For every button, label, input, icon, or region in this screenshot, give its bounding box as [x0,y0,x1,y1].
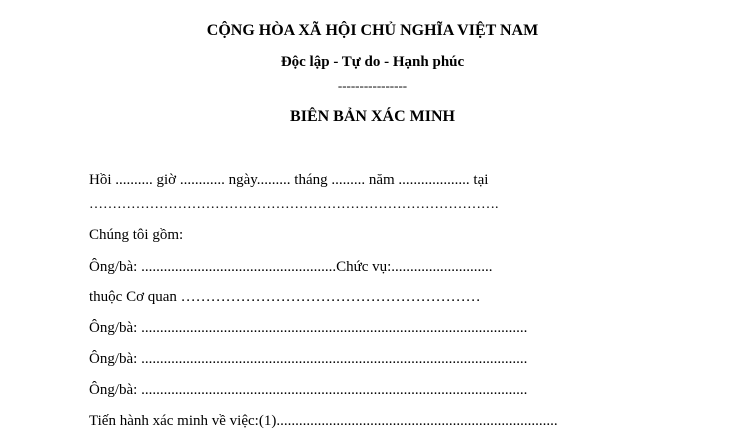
person-line-4: Ông/bà: ....................................................................................................... [89,382,528,398]
document-title: BIÊN BẢN XÁC MINH [290,108,455,125]
person-line-1: Ông/bà: ....................................................Chức vụ:........................... [89,259,493,275]
place-line: ……………………………………………………………………………. [89,197,499,212]
motto: Độc lập - Tự do - Hạnh phúc [280,54,465,70]
agency-line: thuộc Cơ quan …………………………………………………… [89,289,481,305]
time-line: Hồi .......... giờ ............ ngày......... tháng ......... năm ................... tại [89,172,489,188]
subject-line: Tiến hành xác minh về việc:(1)........................................................................... [89,413,558,429]
person-line-3: Ông/bà: ....................................................................................................... [89,351,528,367]
members-label: Chúng tôi gồm: [89,227,184,243]
nation-heading: CỘNG HÒA XÃ HỘI CHỦ NGHĨA VIỆT NAM [206,22,539,39]
person-line-2: Ông/bà: ....................................................................................................... [89,320,528,336]
motto-divider: ---------------- [337,78,408,93]
